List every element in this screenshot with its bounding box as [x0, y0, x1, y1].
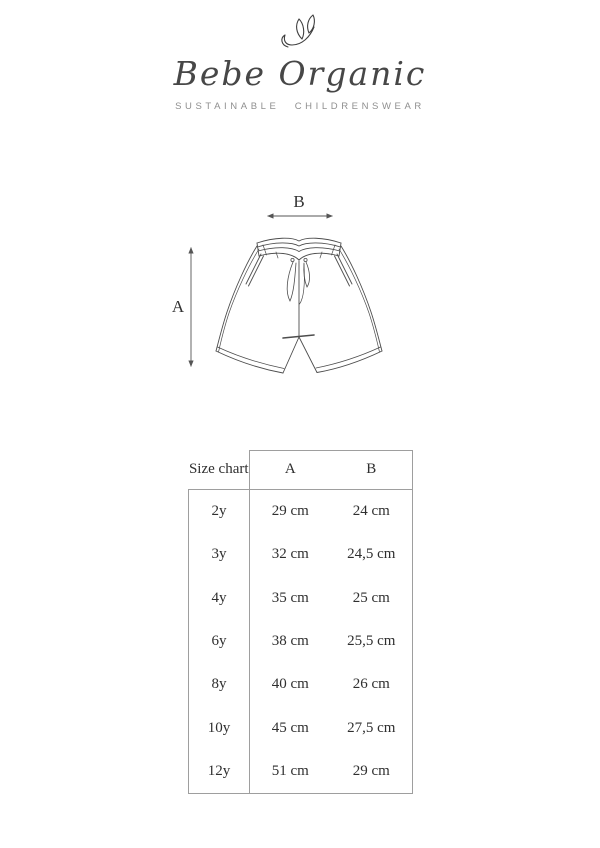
b-cell: 24 cm: [331, 490, 413, 534]
table-row: [189, 620, 413, 663]
b-cell: 25,5 cm: [331, 620, 413, 663]
col-header-b: B: [331, 451, 413, 490]
table-row: [189, 663, 413, 706]
table-row: [189, 577, 413, 620]
branch-leaves-icon: [277, 13, 323, 51]
brand-name: Bebe Organic: [173, 54, 427, 93]
table-row: [189, 706, 413, 749]
size-chart-header: Size chart: [189, 451, 250, 490]
table-row: [189, 490, 413, 534]
size-cell: 6y: [189, 620, 250, 663]
size-cell: 10y: [189, 706, 250, 749]
header-row: [189, 451, 413, 490]
size-chart-table: [188, 450, 413, 794]
a-cell: 35 cm: [250, 577, 331, 620]
a-cell: 29 cm: [250, 490, 331, 534]
b-cell: 25 cm: [331, 577, 413, 620]
size-cell: 2y: [189, 490, 250, 534]
b-cell: 24,5 cm: [331, 533, 413, 576]
b-cell: 26 cm: [331, 663, 413, 706]
a-cell: 40 cm: [250, 663, 331, 706]
size-cell: 8y: [189, 663, 250, 706]
size-cell: 3y: [189, 533, 250, 576]
a-cell: 45 cm: [250, 706, 331, 749]
measure-label-b: B: [293, 192, 305, 211]
shorts-sketch: [150, 185, 410, 395]
brand-tagline: SUSTAINABLE CHILDRENSWEAR: [175, 101, 425, 112]
col-header-a: A: [250, 451, 331, 490]
a-cell: 38 cm: [250, 620, 331, 663]
size-cell: 12y: [189, 750, 250, 794]
table-row: [189, 533, 413, 576]
measure-label-a: A: [171, 297, 185, 316]
b-cell: 29 cm: [331, 750, 413, 794]
table-row: [189, 750, 413, 794]
a-cell: 32 cm: [250, 533, 331, 576]
a-cell: 51 cm: [250, 750, 331, 794]
size-cell: 4y: [189, 577, 250, 620]
b-cell: 27,5 cm: [331, 706, 413, 749]
